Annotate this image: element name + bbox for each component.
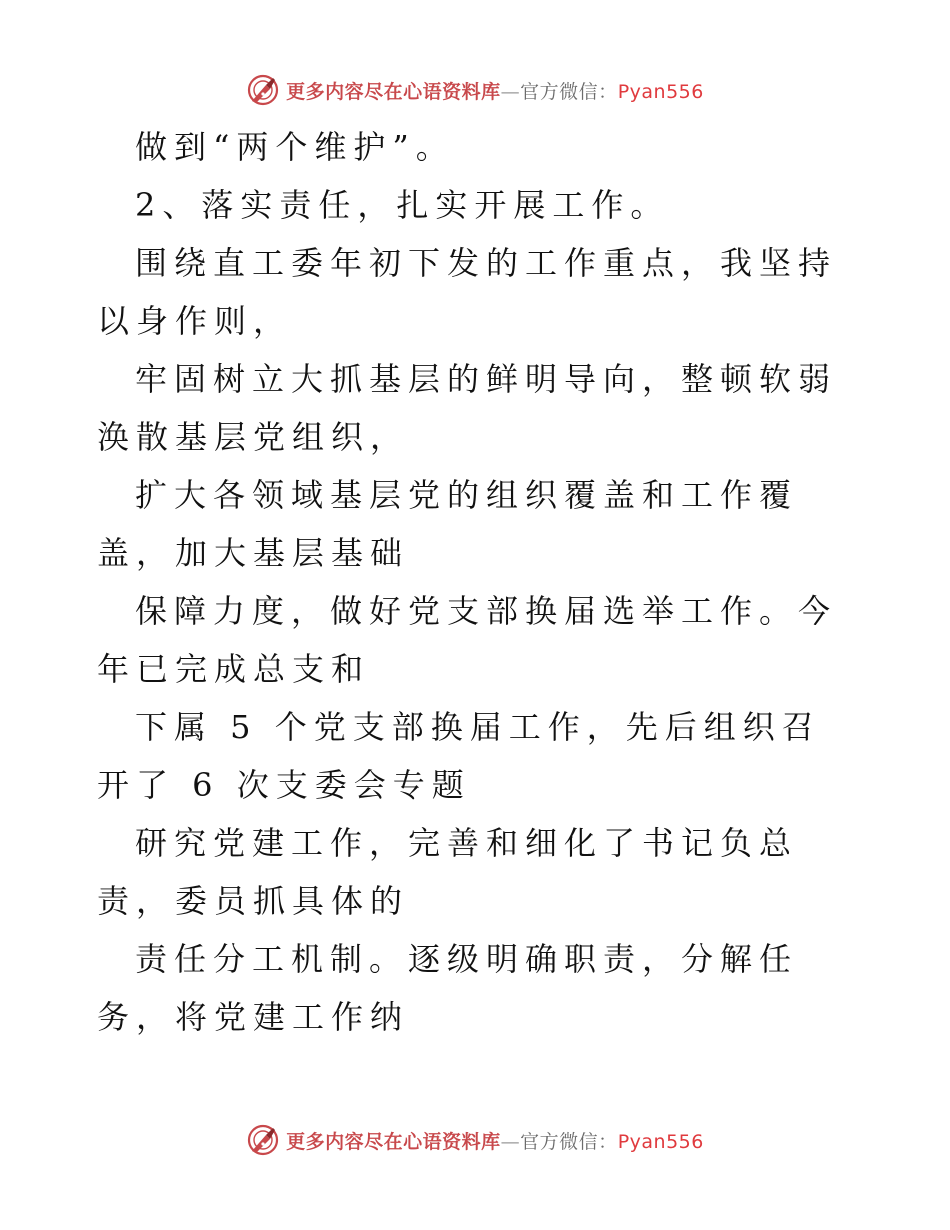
pen-nib-logo-icon [246,1123,280,1157]
footer-text [286,1127,704,1154]
page-header [0,72,950,108]
pen-nib-logo-icon [246,73,280,107]
footer-site-name: 更多内容尽在心语资料库 [286,1130,501,1153]
header-wechat-label: 官方微信： [520,80,618,103]
document-line: 围绕直工委年初下发的工作重点，我坚持以身作则， [97,244,838,340]
page-footer [0,1122,950,1158]
footer-banner [246,1123,704,1157]
footer-wechat-label: 官方微信： [520,1130,618,1153]
header-separator: — [500,80,521,103]
document-line: 责任分工机制。逐级明确职责，分解任务，将党建工作纳 [97,940,799,1036]
footer-account: Pyan556 [617,1130,704,1153]
document-body [97,118,857,1046]
header-text [286,77,704,104]
document-line: 牢固树立大抓基层的鲜明导向，整顿软弱涣散基层党组织， [97,360,838,456]
document-line: 扩大各领域基层党的组织覆盖和工作覆盖，加大基层基础 [97,476,799,572]
document-line: 研究党建工作，完善和细化了书记负总责，委员抓具体的 [97,824,799,920]
header-banner [246,73,704,107]
document-line: 保障力度，做好党支部换届选举工作。今年已完成总支和 [97,592,838,688]
header-site-name: 更多内容尽在心语资料库 [286,80,501,103]
document-line: 做到“两个维护”。 [135,128,455,166]
document-line: 下属 5 个党支部换届工作，先后组织召开了 6 次支委会专题 [97,708,821,804]
document-line: 2、落实责任，扎实开展工作。 [135,186,670,224]
header-account: Pyan556 [617,80,704,103]
footer-separator: — [500,1130,521,1153]
